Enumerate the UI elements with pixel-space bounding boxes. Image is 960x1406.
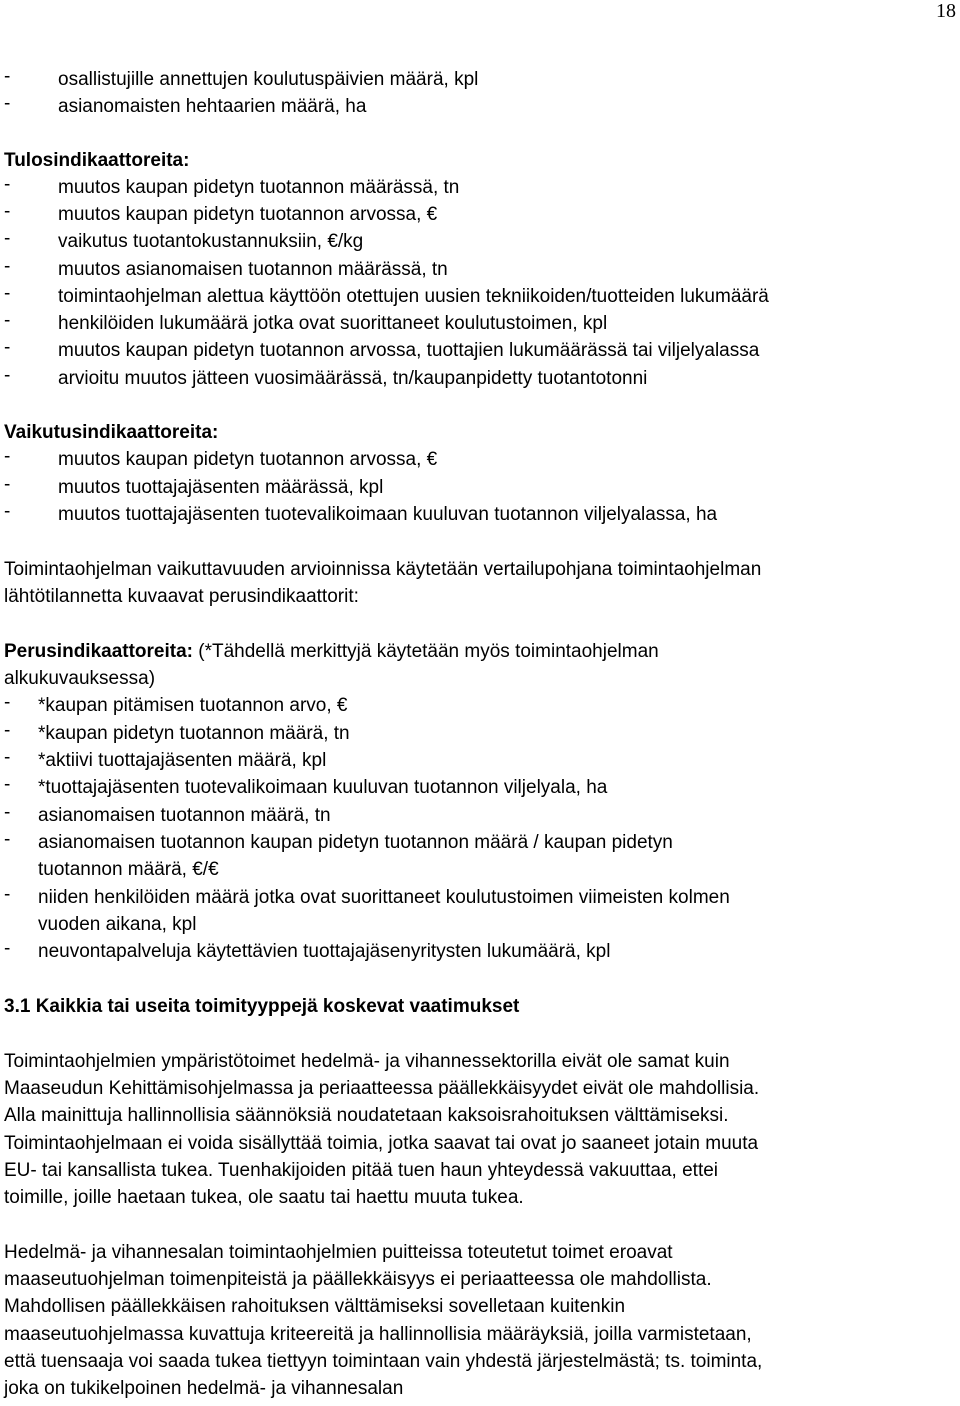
list-item: toimintaohjelman alettua käyttöön otettujen uusien tekniikoiden/tuotteiden lukumäärä xyxy=(58,286,769,307)
paragraph-line: Toimintaohjelmien ympäristötoimet hedelmä- ja vihannessektorilla eivät ole samat kuin xyxy=(4,1051,730,1072)
base-indicators-heading: Perusindikaattoreita: xyxy=(4,641,193,662)
list-item: henkilöiden lukumäärä jotka ovat suorittaneet koulutustoimen, kpl xyxy=(58,313,608,334)
intro-line: lähtötilannetta kuvaavat perusindikaattorit: xyxy=(4,586,359,607)
bullet-dash: - xyxy=(4,720,11,741)
section-title: 3.1 Kaikkia tai useita toimityyppejä koskevat vaatimukset xyxy=(4,996,520,1017)
page-number: 18 xyxy=(936,0,956,22)
paragraph-line: maaseutuohjelmassa kuvattuja kriteereitä ja hallinnollisia määräyksiä, joilla varmistetaan, xyxy=(4,1324,752,1345)
bullet-dash: - xyxy=(4,93,11,114)
paragraph-line: Maaseudun Kehittämisohjelmassa ja periaatteessa päällekkäisyydet eivät ole mahdollisia. xyxy=(4,1078,760,1099)
list-item: *aktiivi tuottajajäsenten määrä, kpl xyxy=(38,750,327,771)
bullet-dash: - xyxy=(4,228,11,249)
bullet-dash: - xyxy=(4,201,11,222)
paragraph-line: joka on tukikelpoinen hedelmä- ja vihannesalan xyxy=(4,1378,404,1399)
list-item: *kaupan pitämisen tuotannon arvo, € xyxy=(38,695,348,716)
list-item: asianomaisten hehtaarien määrä, ha xyxy=(58,96,367,117)
list-item: muutos kaupan pidetyn tuotannon arvossa, tuottajien lukumäärässä tai viljelyalassa xyxy=(58,340,760,361)
bullet-dash: - xyxy=(4,310,11,331)
list-item: muutos tuottajajäsenten tuotevalikoimaan kuuluvan tuotannon viljelyalassa, ha xyxy=(58,504,718,525)
bullet-dash: - xyxy=(4,692,11,713)
list-item: *kaupan pidetyn tuotannon määrä, tn xyxy=(38,723,350,744)
base-indicators-note: (*Tähdellä merkittyjä käytetään myös toimintaohjelman xyxy=(193,641,659,662)
bullet-dash: - xyxy=(4,747,11,768)
paragraph-line: Alla mainittuja hallinnollisia säännöksiä noudatetaan kaksoisrahoituksen välttämiseksi. xyxy=(4,1105,729,1126)
impact-indicators-heading: Vaikutusindikaattoreita: xyxy=(4,422,219,443)
bullet-dash: - xyxy=(4,337,11,358)
list-item-continuation: vuoden aikana, kpl xyxy=(38,914,197,935)
list-item: muutos kaupan pidetyn tuotannon määrässä, tn xyxy=(58,177,460,198)
bullet-dash: - xyxy=(4,884,11,905)
bullet-dash: - xyxy=(4,938,11,959)
base-indicators-heading-line xyxy=(4,638,659,665)
bullet-dash: - xyxy=(4,802,11,823)
list-item: neuvontapalveluja käytettävien tuottajajäsenyritysten lukumäärä, kpl xyxy=(38,941,611,962)
list-item: muutos kaupan pidetyn tuotannon arvossa, € xyxy=(58,204,438,225)
list-item: muutos kaupan pidetyn tuotannon arvossa, € xyxy=(58,449,438,470)
bullet-dash: - xyxy=(4,501,11,522)
bullet-dash: - xyxy=(4,256,11,277)
list-item: niiden henkilöiden määrä jotka ovat suorittaneet koulutustoimen viimeisten kolmen xyxy=(38,887,730,908)
result-indicators-heading: Tulosindikaattoreita: xyxy=(4,150,190,171)
bullet-dash: - xyxy=(4,474,11,495)
list-item: asianomaisen tuotannon kaupan pidetyn tuotannon määrä / kaupan pidetyn xyxy=(38,832,673,853)
list-item: *tuottajajäsenten tuotevalikoimaan kuuluvan tuotannon viljelyala, ha xyxy=(38,777,608,798)
bullet-dash: - xyxy=(4,66,11,87)
paragraph-line: että tuensaaja voi saada tukea tiettyyn toimintaan vain yhdestä järjestelmästä; ts. toiminta, xyxy=(4,1351,763,1372)
list-item: arvioitu muutos jätteen vuosimäärässä, tn/kaupanpidetty tuotantotonni xyxy=(58,368,648,389)
paragraph-line: EU- tai kansallista tukea. Tuenhakijoiden pitää tuen haun yhteydessä vakuuttaa, ettei xyxy=(4,1160,719,1181)
bullet-dash: - xyxy=(4,174,11,195)
paragraph-line: toimille, joille haetaan tukea, ole saatu tai haettu muuta tukea. xyxy=(4,1187,524,1208)
paragraph-line: maaseutuohjelman toimenpiteistä ja päällekkäisyys ei periaatteessa ole mahdollista. xyxy=(4,1269,712,1290)
paragraph-line: Hedelmä- ja vihannesalan toimintaohjelmien puitteissa toteutetut toimet eroavat xyxy=(4,1242,673,1263)
base-indicators-note-cont: alkukuvauksessa) xyxy=(4,668,156,689)
bullet-dash: - xyxy=(4,283,11,304)
intro-line: Toimintaohjelman vaikuttavuuden arvioinnissa käytetään vertailupohjana toimintaohjelman xyxy=(4,559,762,580)
list-item: vaikutus tuotantokustannuksiin, €/kg xyxy=(58,231,364,252)
list-item: osallistujille annettujen koulutuspäivien määrä, kpl xyxy=(58,69,479,90)
list-item: asianomaisen tuotannon määrä, tn xyxy=(38,805,331,826)
bullet-dash: - xyxy=(4,365,11,386)
paragraph-line: Mahdollisen päällekkäisen rahoituksen välttämiseksi sovelletaan kuitenkin xyxy=(4,1296,626,1317)
bullet-dash: - xyxy=(4,829,11,850)
bullet-dash: - xyxy=(4,446,11,467)
list-item-continuation: tuotannon määrä, €/€ xyxy=(38,859,219,880)
list-item: muutos asianomaisen tuotannon määrässä, tn xyxy=(58,259,448,280)
bullet-dash: - xyxy=(4,774,11,795)
list-item: muutos tuottajajäsenten määrässä, kpl xyxy=(58,477,384,498)
paragraph-line: Toimintaohjelmaan ei voida sisällyttää toimia, jotka saavat tai ovat jo saaneet jotain muuta xyxy=(4,1133,759,1154)
